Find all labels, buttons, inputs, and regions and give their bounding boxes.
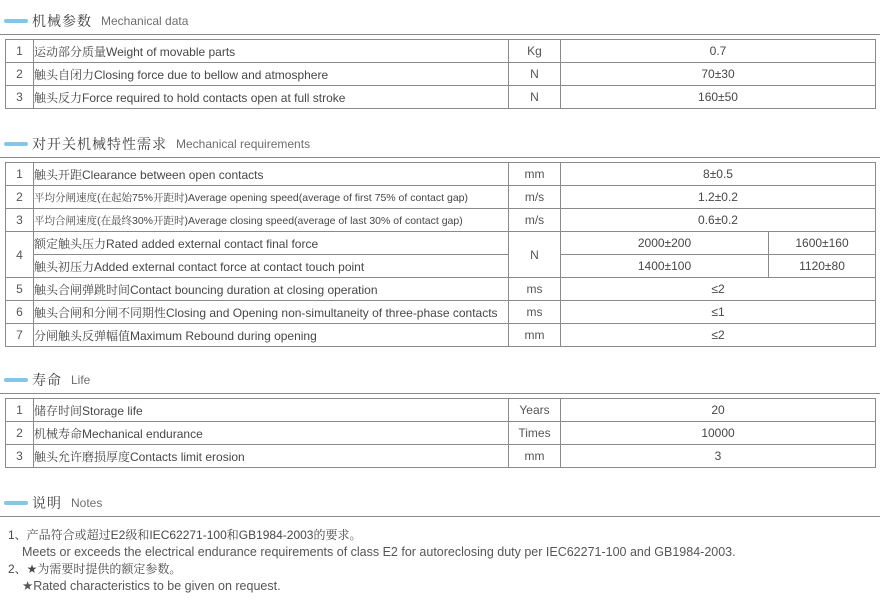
mechanical-requirements-table (5, 162, 876, 347)
description-cell: 平均分闸速度(在起始75%开距时)Average opening speed(average of first 75% of contact gap) (34, 186, 509, 209)
value-cell: 1600±160 (769, 232, 876, 255)
section-header-notes (0, 494, 880, 517)
table-row (6, 40, 876, 63)
table-row (6, 232, 876, 255)
unit-cell: N (509, 86, 561, 109)
section-title-zh: 对开关机械特性需求 (32, 135, 167, 152)
notes-body (8, 527, 880, 595)
description-cell: 额定触头压力Rated added external contact final force (34, 232, 509, 255)
row-number-cell: 1 (6, 40, 34, 63)
note-item-en: ★Rated characteristics to be given on request. (22, 579, 281, 593)
description-cell: 平均合闸速度(在最终30%开距时)Average closing speed(average of last 30% of contact gap) (34, 209, 509, 232)
value-cell: 10000 (561, 422, 876, 445)
unit-cell: N (509, 63, 561, 86)
unit-cell: mm (509, 163, 561, 186)
row-number-cell: 2 (6, 422, 34, 445)
unit-cell: Years (509, 399, 561, 422)
section-notes (0, 494, 880, 595)
mechanical-data-table (5, 39, 876, 109)
row-number-cell: 4 (6, 232, 34, 278)
description-cell: 触头允许磨损厚度Contacts limit erosion (34, 445, 509, 468)
life-table (5, 398, 876, 468)
description-cell: 触头开距Clearance between open contacts (34, 163, 509, 186)
unit-cell: Kg (509, 40, 561, 63)
description-cell: 触头合闸和分闸不同期性Closing and Opening non-simultaneity of three-phase contacts (34, 301, 509, 324)
description-cell: 机械寿命Mechanical endurance (34, 422, 509, 445)
description-cell: 触头反力Force required to hold contacts open at full stroke (34, 86, 509, 109)
value-cell: 70±30 (561, 63, 876, 86)
row-number-cell: 2 (6, 186, 34, 209)
unit-cell: mm (509, 445, 561, 468)
value-cell: ≤2 (561, 278, 876, 301)
note-item-zh: 2、★为需要时提供的额定参数。 (8, 562, 182, 576)
description-cell: 储存时间Storage life (34, 399, 509, 422)
row-number-cell: 3 (6, 209, 34, 232)
section-accent-dash-icon (4, 501, 28, 505)
table-row (6, 445, 876, 468)
description-cell: 触头自闭力Closing force due to bellow and atmosphere (34, 63, 509, 86)
table-row (6, 86, 876, 109)
table-row (6, 399, 876, 422)
section-accent-dash-icon (4, 142, 28, 146)
section-title-en: Mechanical requirements (176, 136, 311, 151)
row-number-cell: 6 (6, 301, 34, 324)
value-cell: ≤2 (561, 324, 876, 347)
section-life (0, 371, 880, 468)
section-accent-dash-icon (4, 19, 28, 23)
row-number-cell: 2 (6, 63, 34, 86)
value-cell: 160±50 (561, 86, 876, 109)
unit-cell: m/s (509, 209, 561, 232)
section-title-en: Mechanical data (101, 13, 189, 28)
row-number-cell: 3 (6, 445, 34, 468)
unit-cell: mm (509, 324, 561, 347)
row-number-cell: 1 (6, 399, 34, 422)
row-number-cell: 7 (6, 324, 34, 347)
table-row (6, 324, 876, 347)
section-header-mechanical-data (0, 12, 880, 35)
unit-cell: ms (509, 301, 561, 324)
section-mechanical-data (0, 12, 880, 109)
section-header-mechanical-requirements (0, 135, 880, 158)
section-title-zh: 寿命 (32, 371, 62, 388)
unit-cell: N (509, 232, 561, 278)
table-row (6, 186, 876, 209)
table-row (6, 422, 876, 445)
description-cell: 触头初压力Added external contact force at contact touch point (34, 255, 509, 278)
section-title-en: Life (71, 372, 91, 387)
value-cell: 8±0.5 (561, 163, 876, 186)
section-title-zh: 说明 (32, 494, 62, 511)
description-cell: 触头合闸弹跳时间Contact bouncing duration at closing operation (34, 278, 509, 301)
table-row (6, 278, 876, 301)
value-cell: 1120±80 (769, 255, 876, 278)
description-cell: 分闸触头反弹幅值Maximum Rebound during opening (34, 324, 509, 347)
value-cell: ≤1 (561, 301, 876, 324)
row-number-cell: 5 (6, 278, 34, 301)
section-title-en: Notes (71, 495, 103, 510)
unit-cell: Times (509, 422, 561, 445)
row-number-cell: 1 (6, 163, 34, 186)
value-cell: 3 (561, 445, 876, 468)
table-row (6, 255, 876, 278)
value-cell: 1400±100 (561, 255, 769, 278)
table-row (6, 209, 876, 232)
row-number-cell: 3 (6, 86, 34, 109)
table-row (6, 63, 876, 86)
description-cell: 运动部分质量Weight of movable parts (34, 40, 509, 63)
value-cell: 20 (561, 399, 876, 422)
value-cell: 1.2±0.2 (561, 186, 876, 209)
section-accent-dash-icon (4, 378, 28, 382)
section-title-zh: 机械参数 (32, 12, 92, 29)
value-cell: 2000±200 (561, 232, 769, 255)
unit-cell: m/s (509, 186, 561, 209)
section-mechanical-requirements (0, 135, 880, 347)
value-cell: 0.7 (561, 40, 876, 63)
table-row (6, 163, 876, 186)
section-header-life (0, 371, 880, 394)
unit-cell: ms (509, 278, 561, 301)
note-item-zh: 1、产品符合或超过E2级和IEC62271-100和GB1984-2003的要求。 (8, 528, 362, 542)
table-row (6, 301, 876, 324)
note-item-en: Meets or exceeds the electrical endurance requirements of class E2 for autoreclosing duty per IEC62271-100 and GB1984-2003. (22, 545, 736, 559)
value-cell: 0.6±0.2 (561, 209, 876, 232)
